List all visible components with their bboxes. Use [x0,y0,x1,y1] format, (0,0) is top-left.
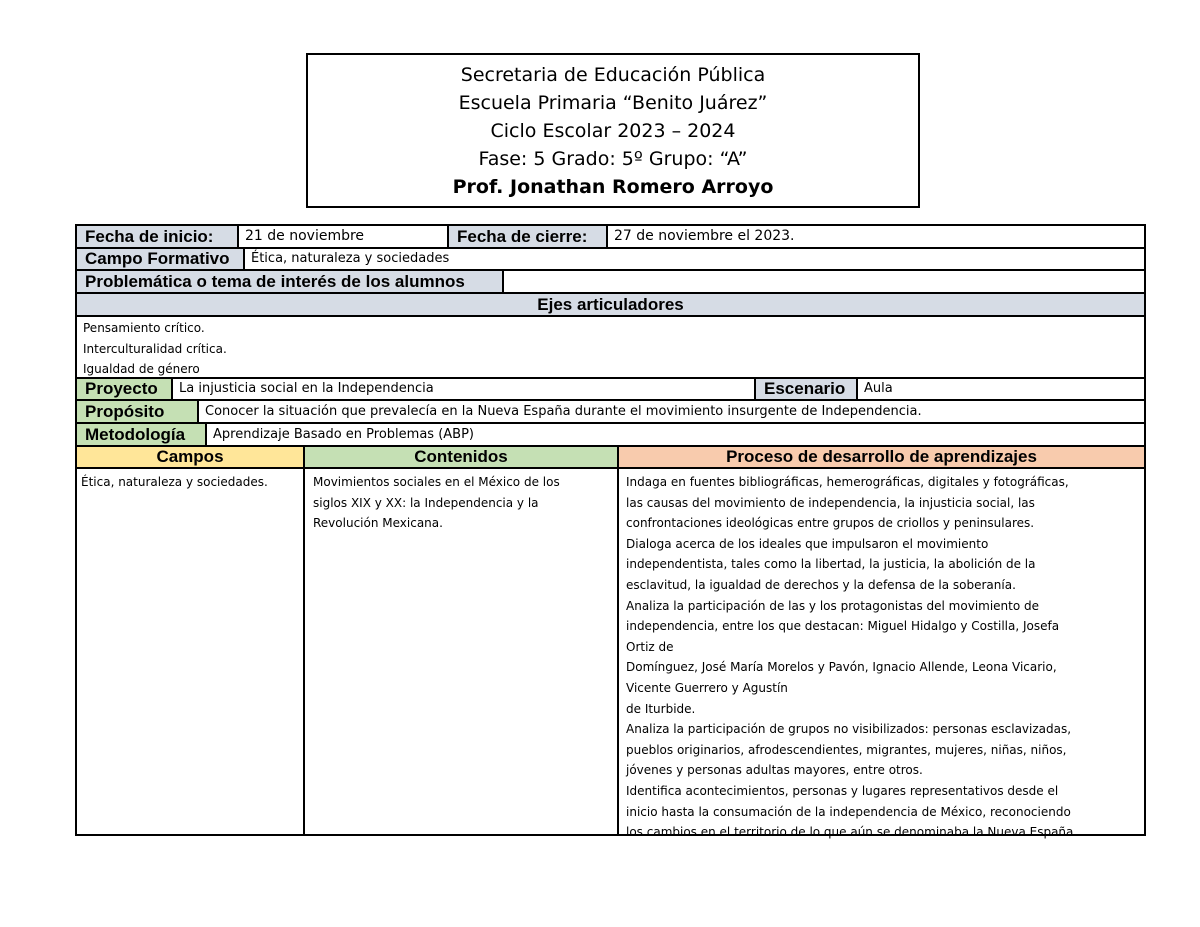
proceso-line: las causas del movimiento de independencia, la injusticia social, las [626,495,1035,510]
proceso-line: confrontaciones ideológicas entre grupos de criollos y peninsulares. [626,516,1035,531]
contenidos-line: siglos XIX y XX: la Independencia y la [313,495,539,510]
campo-formativo-row [77,249,1144,271]
eje-item: Interculturalidad crítica. [83,341,227,356]
ejes-list [83,318,227,380]
proposito-value: Conocer la situación que prevalecía en la Nueva España durante el movimiento insurgente de Independencia. [205,404,922,419]
document-header [306,53,920,208]
contenidos-line: Revolución Mexicana. [313,516,443,531]
proceso-line: Analiza la participación de las y los protagonistas del movimiento de [626,598,1040,613]
campo-formativo-value: Ética, naturaleza y sociedades [251,251,450,266]
proyecto-label: Proyecto [77,379,173,399]
eje-item: Igualdad de género [83,362,200,377]
header-line-1: Secretaria de Educación Pública [460,64,766,86]
proceso-line: inicio hasta la consumación de la independencia de México, reconociendo [626,804,1071,819]
escenario-label: Escenario [756,379,858,399]
columns-header-row [77,447,1144,469]
proceso-line: los cambios en el territorio de lo que aún se denominaba la Nueva España. [626,825,1078,840]
ejes-title: Ejes articuladores [537,295,684,314]
proceso-cell [619,469,1144,840]
col-header-campos: Campos [77,447,305,467]
col-header-proceso: Proceso de desarrollo de aprendizajes [619,447,1144,467]
header-line-2: Escuela Primaria “Benito Juárez” [458,92,768,114]
proceso-line: de Iturbide. [626,701,696,716]
proceso-line: independencia, entre los que destacan: Miguel Hidalgo y Costilla, Josefa [626,619,1060,634]
proceso-line: jóvenes y personas adultas mayores, entre otros. [626,763,923,778]
header-line-5: Prof. Jonathan Romero Arroyo [452,176,774,198]
start-date-label: Fecha de inicio: [77,226,239,247]
proceso-line: Vicente Guerrero y Agustín [626,680,788,695]
proposito-row [77,401,1144,424]
proceso-line: Ortiz de [626,639,674,654]
contenidos-cell [305,469,619,834]
problematica-row [77,271,1144,294]
campo-formativo-label: Campo Formativo [77,249,245,269]
col-header-contenidos: Contenidos [305,447,619,467]
header-line-4: Fase: 5 Grado: 5º Grupo: “A” [478,148,748,170]
dates-row [77,226,1144,249]
proyecto-value: La injusticia social en la Independencia [173,379,756,399]
end-date-label: Fecha de cierre: [449,226,608,247]
proceso-line: independentista, tales como la libertad, la justicia, la abolición de la [626,557,1036,572]
escenario-value: Aula [864,381,893,396]
eje-item: Pensamiento crítico. [83,321,205,335]
problematica-label: Problemática o tema de interés de los alumnos [77,271,504,292]
ejes-title-row [77,294,1144,317]
proceso-line: Identifica acontecimientos, personas y lugares representativos desde el [626,783,1059,798]
campos-line: Ética, naturaleza y sociedades. [81,475,268,489]
end-date-value: 27 de noviembre el 2023. [614,228,795,244]
content-row [77,469,1144,840]
ejes-list-row [77,317,1144,379]
metodologia-row [77,424,1144,447]
header-line-3: Ciclo Escolar 2023 – 2024 [490,120,736,142]
planning-table [75,224,1146,840]
metodologia-value: Aprendizaje Basado en Problemas (ABP) [213,427,474,442]
contenidos-line: Movimientos sociales en el México de los [313,475,560,489]
proceso-line: Indaga en fuentes bibliográficas, hemerográficas, digitales y fotográficas, [626,475,1069,489]
proceso-line: esclavitud, la igualdad de derechos y la defensa de la soberanía. [626,577,1016,592]
start-date-value: 21 de noviembre [239,226,449,247]
proceso-line: Domínguez, José María Morelos y Pavón, Ignacio Allende, Leona Vicario, [626,660,1057,675]
metodologia-label: Metodología [77,424,207,445]
proceso-line: Dialoga acerca de los ideales que impulsaron el movimiento [626,536,989,551]
campos-cell [77,469,305,834]
proyecto-row [77,379,1144,401]
problematica-value [504,271,1144,292]
proposito-label: Propósito [77,401,199,422]
proceso-line: Analiza la participación de grupos no visibilizados: personas esclavizadas, [626,722,1072,737]
proceso-line: pueblos originarios, afrodescendientes, migrantes, mujeres, niñas, niños, [626,742,1067,757]
